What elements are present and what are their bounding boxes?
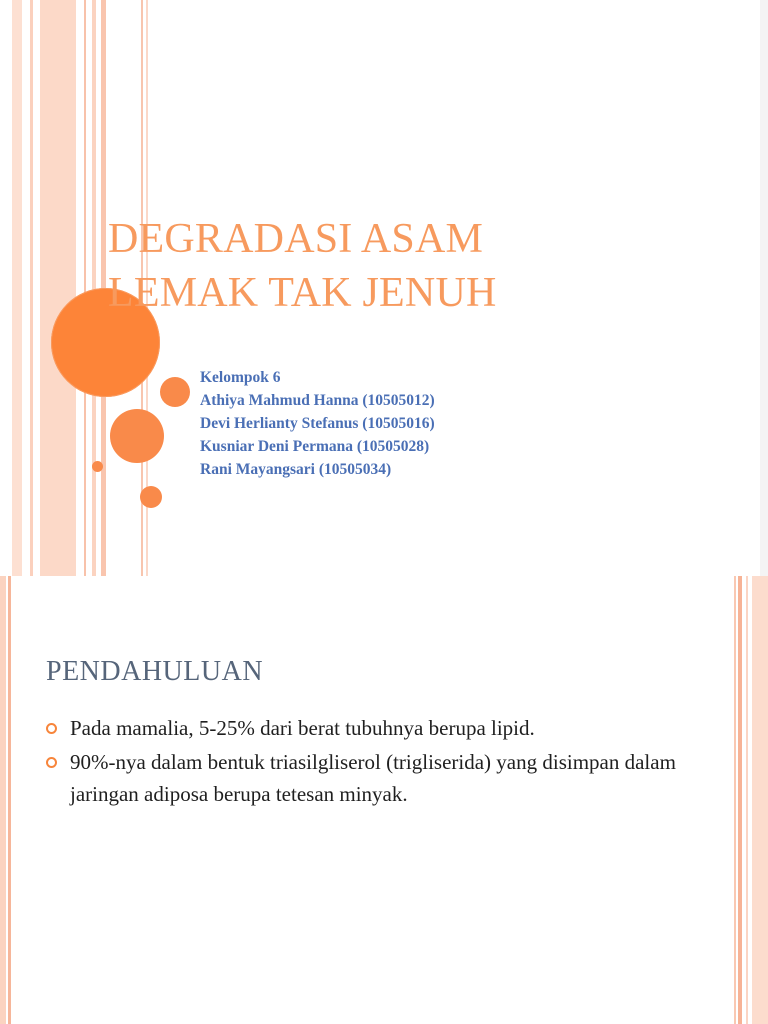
stripe-decoration [30, 0, 33, 576]
slide-title [108, 212, 628, 320]
bullet-text: 90%-nya dalam bentuk triasilgliserol (trigliserida) yang disimpan dalam jaringan adiposa berupa tetesan minyak. [70, 750, 676, 806]
group-label: Kelompok 6 [200, 369, 281, 386]
member-item: Rani Mayangsari (10505034) [200, 461, 392, 478]
stripe-decoration [40, 0, 76, 576]
stripe-decoration [746, 576, 748, 1024]
title-line: DEGRADASI ASAM [108, 216, 484, 262]
bullet-text: Pada mamalia, 5-25% dari berat tubuhnya berupa lipid. [70, 716, 535, 740]
decorative-circle [140, 486, 162, 508]
stripe-decoration [734, 576, 736, 1024]
title-line: LEMAK TAK JENUH [108, 270, 497, 316]
decorative-circle [110, 409, 164, 463]
stripe-decoration [8, 576, 11, 1024]
stripe-decoration [760, 0, 768, 576]
stripe-decoration [12, 0, 22, 576]
bullet-icon [46, 723, 57, 734]
content-slide [0, 576, 768, 1024]
member-item: Devi Herlianty Stefanus (10505016) [200, 415, 435, 432]
member-item: Kusniar Deni Permana (10505028) [200, 438, 430, 455]
stripe-decoration [738, 576, 742, 1024]
bullet-list [46, 712, 686, 812]
decorative-circle [160, 377, 190, 407]
stripe-decoration [752, 576, 768, 1024]
bullet-icon [46, 757, 57, 768]
bullet-item [46, 712, 686, 744]
stripe-decoration [84, 0, 86, 576]
member-item: Athiya Mahmud Hanna (10505012) [200, 392, 435, 409]
slide-heading: PENDAHULUAN [46, 656, 264, 687]
decorative-circle [92, 461, 103, 472]
member-list [200, 366, 435, 481]
bullet-item [46, 746, 686, 810]
stripe-decoration [0, 576, 6, 1024]
